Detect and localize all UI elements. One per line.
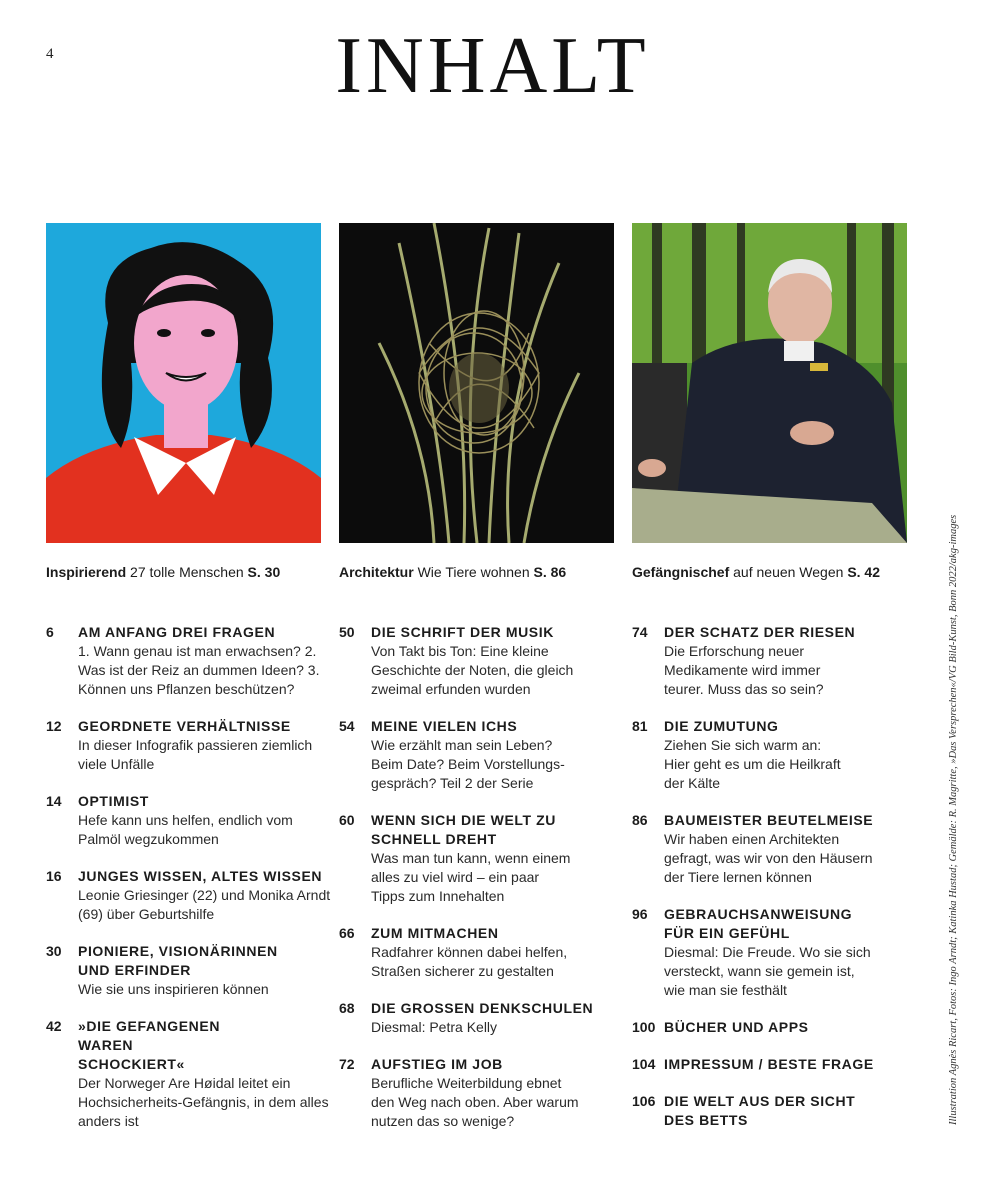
feature-text: auf neuen Wegen [729, 564, 848, 580]
toc-entry[interactable] [632, 717, 922, 793]
entry-heading: GEORDNETE VERHÄLTNISSE [78, 718, 291, 734]
entry-heading: MEINE VIELEN ICHS [371, 718, 518, 734]
entry-page-number: 54 [339, 718, 355, 734]
entry-description: Ziehen Sie sich warm an: Hier geht es um die Heilkraft der Kälte [664, 737, 841, 791]
toc-entry[interactable] [339, 1055, 629, 1131]
entry-description: In dieser Infografik passieren ziemlich viele Unfälle [78, 737, 313, 772]
toc-entry[interactable] [46, 717, 336, 774]
entry-page-number: 100 [632, 1019, 656, 1035]
entry-page-number: 72 [339, 1056, 355, 1072]
entry-description: Diesmal: Petra Kelly [371, 1019, 498, 1035]
feature-caption-1[interactable] [46, 563, 280, 581]
entry-page-number: 66 [339, 925, 355, 941]
entry-page-number: 60 [339, 812, 355, 828]
prison-chief-photo[interactable] [632, 223, 907, 543]
toc-column-1 [46, 623, 336, 1131]
toc-entry[interactable] [339, 717, 629, 793]
entry-heading: DIE WELT AUS DER SICHT DES BETTS [664, 1093, 856, 1128]
feature-page: S. 42 [847, 564, 881, 580]
entry-description: Von Takt bis Ton: Eine kleine Geschichte der Noten, die gleich zweimal erfunden wurden [371, 643, 574, 697]
entry-heading: DER SCHATZ DER RIESEN [664, 624, 856, 640]
entry-description: Wir haben einen Architekten gefragt, was wir von den Häusern der Tiere lernen können [664, 831, 873, 885]
toc-entry[interactable] [632, 1018, 922, 1037]
entry-description: Wie sie uns inspirieren können [78, 981, 269, 997]
entry-description: 1. Wann genau ist man erwachsen? 2. Was ist der Reiz an dummen Ideen? 3. Können uns Pflanzen beschützen? [78, 643, 320, 697]
toc-entry[interactable] [46, 1017, 336, 1131]
entry-page-number: 6 [46, 624, 54, 640]
entry-heading: BÜCHER UND APPS [664, 1019, 809, 1035]
entry-page-number: 86 [632, 812, 648, 828]
entry-page-number: 74 [632, 624, 648, 640]
entry-description: Leonie Griesinger (22) und Monika Arndt (69) über Geburtshilfe [78, 887, 331, 922]
nest-photo[interactable] [339, 223, 614, 543]
page-title: INHALT [335, 22, 650, 110]
entry-description: Radfahrer können dabei helfen, Straßen sicherer zu gestalten [371, 944, 568, 979]
entry-description: Was man tun kann, wenn einem alles zu viel wird – ein paar Tipps zum Innehalten [371, 850, 571, 904]
entry-heading: IMPRESSUM / BESTE FRAGE [664, 1056, 874, 1072]
entry-page-number: 30 [46, 943, 62, 959]
toc-entry[interactable] [46, 867, 336, 924]
photo-credit: Illustration Agnès Ricart, Fotos: Ingo Arndt; Katinka Hustad; Gemälde: R. Magritte, »Das Versprechen«/VG Bild-Kunst, Bonn 2022/akg-images [948, 514, 959, 1125]
toc-column-3 [632, 623, 922, 1130]
entry-page-number: 106 [632, 1093, 656, 1109]
toc-entry[interactable] [339, 924, 629, 981]
feature-text: 27 tolle Menschen [126, 564, 248, 580]
entry-heading: AM ANFANG DREI FRAGEN [78, 624, 276, 640]
entry-heading: AUFSTIEG IM JOB [371, 1056, 503, 1072]
toc-entry[interactable] [632, 1055, 922, 1074]
toc-entry[interactable] [632, 623, 922, 699]
entry-page-number: 14 [46, 793, 62, 809]
toc-entry[interactable] [339, 999, 629, 1037]
entry-page-number: 96 [632, 906, 648, 922]
entry-description: Wie erzählt man sein Leben? Beim Date? Beim Vorstellungsgespräch? Teil 2 der Serie [371, 737, 565, 791]
toc-entry[interactable] [339, 623, 629, 699]
entry-heading: JUNGES WISSEN, ALTES WISSEN [78, 868, 323, 884]
entry-heading: DIE SCHRIFT DER MUSIK [371, 624, 554, 640]
entry-heading: WENN SICH DIE WELT ZU SCHNELL DREHT [371, 812, 556, 847]
illustration-portrait[interactable] [46, 223, 321, 543]
entry-heading: DIE ZUMUTUNG [664, 718, 779, 734]
feature-page: S. 30 [247, 564, 281, 580]
feature-page: S. 86 [533, 564, 567, 580]
toc-entry[interactable] [46, 792, 336, 849]
entry-description: Berufliche Weiterbildung ebnet den Weg nach oben. Aber warum nutzen das so wenige? [371, 1075, 579, 1129]
page-number: 4 [46, 46, 54, 62]
toc-entry[interactable] [339, 811, 629, 906]
entry-heading: GEBRAUCHSANWEISUNG FÜR EIN GEFÜHL [664, 906, 853, 941]
entry-description: Die Erforschung neuer Medikamente wird immer teurer. Muss das so sein? [664, 643, 824, 697]
entry-description: Diesmal: Die Freude. Wo sie sich versteckt, wann sie gemein ist, wie man sie festhält [664, 944, 871, 998]
entry-page-number: 68 [339, 1000, 355, 1016]
entry-heading: BAUMEISTER BEUTELMEISE [664, 812, 874, 828]
feature-caption-2[interactable] [339, 563, 566, 581]
entry-heading: OPTIMIST [78, 793, 149, 809]
entry-page-number: 81 [632, 718, 648, 734]
feature-label: Gefängnischef [632, 564, 730, 580]
entry-heading: DIE GROSSEN DENKSCHULEN [371, 1000, 594, 1016]
feature-caption-3[interactable] [632, 563, 880, 581]
entry-heading: PIONIERE, VISIONÄRINNEN UND ERFINDER [78, 943, 278, 978]
toc-column-2 [339, 623, 629, 1131]
entry-description: Der Norweger Are Høidal leitet ein Hochsicherheits-Gefängnis, in dem alles anders ist [78, 1075, 329, 1129]
toc-entry[interactable] [632, 905, 922, 1000]
entry-heading: ZUM MITMACHEN [371, 925, 499, 941]
entry-description: Hefe kann uns helfen, endlich vom Palmöl wegzukommen [78, 812, 293, 847]
entry-page-number: 50 [339, 624, 355, 640]
entry-page-number: 42 [46, 1018, 62, 1034]
toc-entry[interactable] [632, 811, 922, 887]
entry-page-number: 12 [46, 718, 62, 734]
toc-entry[interactable] [46, 623, 336, 699]
feature-text: Wie Tiere wohnen [413, 564, 534, 580]
toc-entry[interactable] [632, 1092, 922, 1130]
entry-page-number: 104 [632, 1056, 656, 1072]
toc-entry[interactable] [46, 942, 336, 999]
entry-heading: »DIE GEFANGENEN WAREN SCHOCKIERT« [78, 1018, 221, 1072]
feature-label: Inspirierend [46, 564, 127, 580]
feature-label: Architektur [339, 564, 414, 580]
entry-page-number: 16 [46, 868, 62, 884]
